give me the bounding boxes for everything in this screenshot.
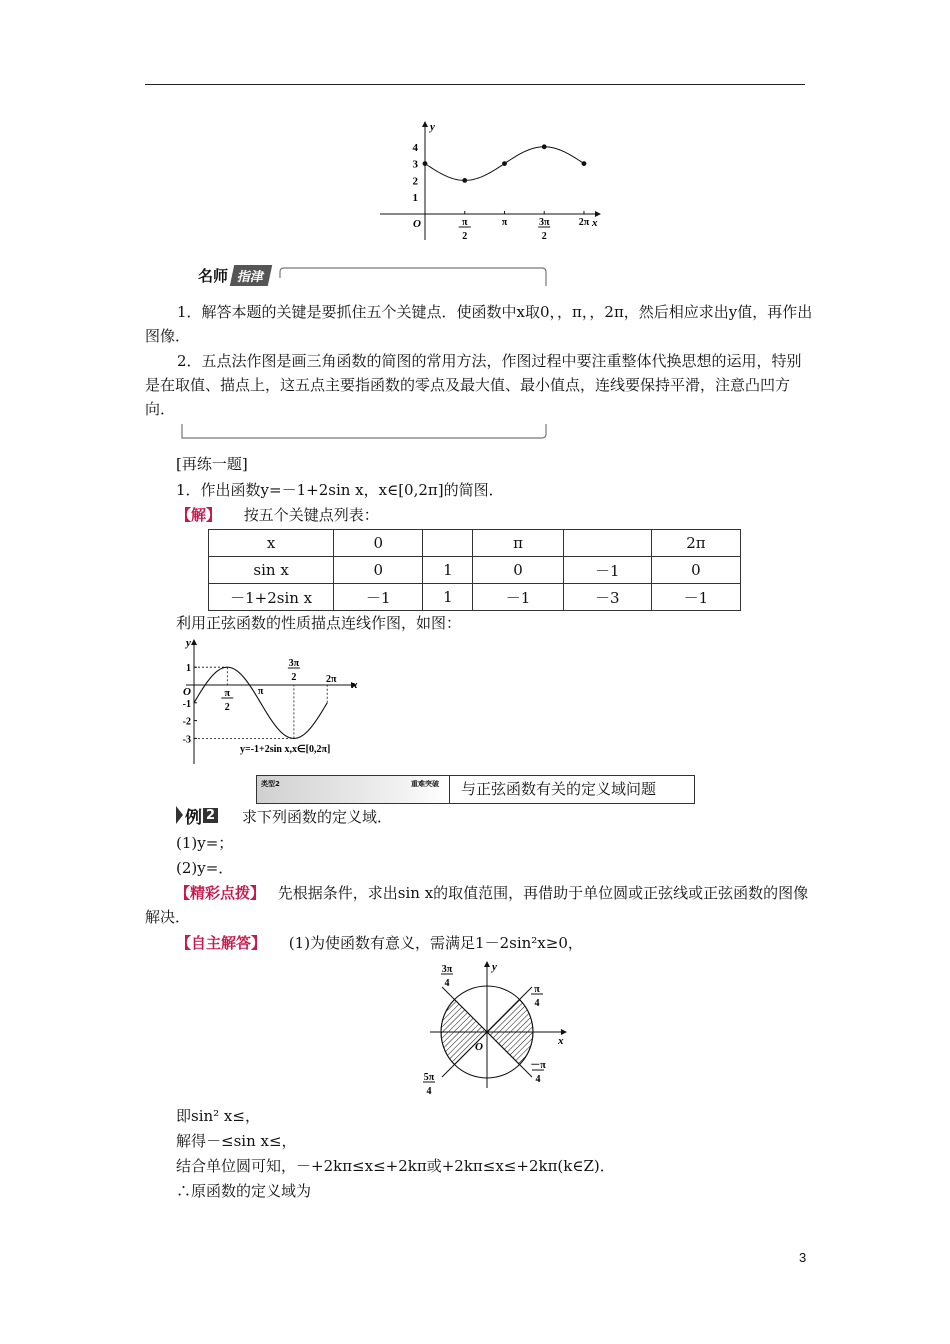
conclusion-line-4: ∴原函数的定义域为 [176,1182,312,1200]
x-tick-3-num: 3π [538,217,550,228]
table-cell: －3 [563,584,651,611]
y-axis-label: y [186,637,191,649]
x-tick-4: 2π [578,217,590,228]
table-cell [563,530,651,557]
x-tick-3 [538,217,550,240]
table-row [209,530,741,557]
table-cell: －1 [563,557,651,584]
table-cell: －1 [473,584,563,611]
x-axis-label: x [592,217,598,229]
solution-text: 按五个关键点列表： [243,506,379,524]
x-tick-1-num: π [224,688,231,699]
note-paragraph-1: 1．解答本题的关键是要抓住五个关键点．使函数中x取0，，π，，2π，然后相应求出y值，再作出图像． [145,303,813,345]
y-tick--1: -1 [182,698,191,710]
key-point-1 [423,161,428,166]
x-tick-3-den: 2 [541,231,547,240]
angle-label-4 [530,1060,546,1085]
x-axis-label: x [352,679,358,691]
table-cell: －1 [334,584,423,611]
y-tick--2: -2 [182,716,191,728]
values-table [208,529,741,611]
hint-text: 先根据条件，求出sin x的取值范围，再借助于单位圆或正弦线或正弦函数的图像解决． [145,884,809,926]
y-tick-2: 2 [412,175,418,188]
practice-problem: 1．作出函数y=－1+2sin x，x∈[0,2π]的简图． [176,481,504,499]
curve [194,667,327,738]
angle-label-3 [423,1072,435,1096]
table-cell: sin x [209,557,334,584]
x-tick-1-den: 2 [224,702,230,713]
conclusion-line-1: 即sin² x≤， [176,1107,260,1125]
origin-label: O [475,1041,483,1053]
type-banner-left: 类型2 [261,780,280,788]
x-tick-1-den: 2 [462,231,468,240]
key-point-2 [462,178,467,183]
x-tick-3-den: 2 [291,672,297,683]
after-table-text: 利用正弦函数的性质描点连线作图，如图： [176,614,462,632]
conclusion-line-3: 结合单位圆可知，－+2kπ≤x≤+2kπ或+2kπ≤x≤+2kπ(k∈Z)． [176,1157,615,1175]
x-tick-2: π [257,686,264,697]
angle-label-4-num: －π [530,1060,546,1071]
angle-label-4-den: 4 [535,1074,541,1085]
x-tick-1-num: π [461,217,468,228]
graph-five-points [380,118,610,240]
table-cell: 1 [423,584,473,611]
table-cell: x [209,530,334,557]
table-cell: 0 [651,557,740,584]
x-tick-labels [459,211,590,240]
hint-paragraph [145,881,813,929]
x-tick-1 [221,688,233,713]
x-tick-3-num: 3π [288,658,300,669]
origin-label: O [413,218,421,230]
angle-label-2-den: 4 [534,998,540,1009]
hint-tag: 【精彩点拨】 [175,884,266,902]
page-number: 3 [799,1250,807,1265]
type-banner-middle: 重难突破 [411,780,439,788]
note-paragraph-2: 2．五点法作图是画三角函数的简图的常用方法，作图过程中要注重整体代换思想的运用，特别是在取值、描点上，这五点主要指函数的零点及最大值、最小值点，连线要保持平滑，注意凸凹方向． [145,352,802,418]
x-tick-4: 2π [325,674,337,685]
note-badge-right: 指津 [230,265,272,286]
example-item-1: (1)y=； [176,834,234,852]
example-badge-text: 例 [185,807,202,828]
x-tick-2: π [501,217,508,228]
x-tick-3 [288,658,300,683]
type-banner-title: 与正弦函数有关的定义域问题 [461,780,657,798]
type-banner [256,775,695,804]
table-cell: 0 [334,530,423,557]
header-rule [145,84,805,85]
table-cell: 0 [473,557,563,584]
answer-text: (1)为使函数有意义，需满足1－2sin²x≥0， [288,934,583,952]
table-cell [423,530,473,557]
curve-label: y=-1+2sin x,x∈[0,2π] [240,744,331,755]
table-cell: π [473,530,563,557]
example-badge-num: 2 [203,808,218,823]
angle-label-1-num: 3π [441,964,453,975]
y-tick-1: 1 [186,663,191,675]
table-row [209,584,741,611]
angle-label-2-num: π [534,984,540,995]
conclusion-line-2: 解得－≤sin x≤， [176,1132,297,1150]
angle-label-2 [531,984,543,1009]
y-tick-3: 3 [412,158,418,171]
angle-label-1-den: 4 [444,978,450,989]
angle-label-3-num: 5π [423,1072,435,1083]
y-tick-4: 4 [412,141,418,154]
x-axis-label: x [558,1035,564,1047]
note-badge [194,264,284,286]
y-tick--3: -3 [182,734,191,746]
key-point-5 [582,161,587,166]
table-cell: －1 [651,584,740,611]
y-tick-labels [413,142,419,204]
solution-tag: 【解】 [176,506,222,524]
example-badge [176,804,218,826]
y-axis-label: y [492,961,497,973]
x-tick-1 [459,217,471,240]
example-prompt: 求下列函数的定义域． [242,808,393,826]
key-point-4 [542,144,547,149]
table-row [209,557,741,584]
table-cell: 0 [334,557,423,584]
angle-label-1 [441,964,453,989]
note-badge-left: 名师 [198,266,229,285]
practice-heading: [再练一题] [176,455,248,473]
y-tick-1: 1 [412,192,418,205]
table-cell: －1+2sin x [209,584,334,611]
table-cell: 1 [423,557,473,584]
y-axis-label: y [430,121,435,133]
table-cell: 2π [651,530,740,557]
example-item-2: (2)y=． [176,859,234,877]
answer-line [176,931,583,955]
key-point-3 [502,161,507,166]
unit-circle-diagram [420,958,580,1096]
angle-label-3-den: 4 [426,1086,432,1096]
answer-tag: 【自主解答】 [176,934,267,952]
y-tick-labels [183,663,197,745]
graph-neg1-plus-2sin [172,636,372,766]
origin-label: O [183,686,191,698]
